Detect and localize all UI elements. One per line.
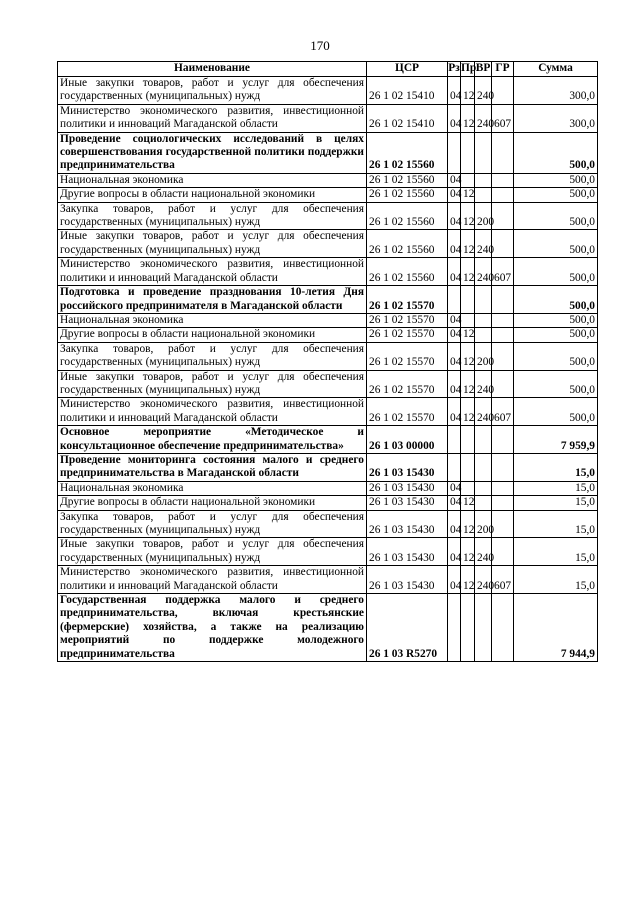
cell-name: Другие вопросы в области национальной экономики [58, 328, 367, 342]
table-header-row [58, 62, 598, 77]
cell-gr [492, 538, 514, 566]
header-pr: Пр [461, 62, 475, 77]
cell-gr: 607 [492, 104, 514, 132]
cell-sum: 300,0 [514, 104, 598, 132]
cell-pr: 12 [461, 566, 475, 594]
cell-vr [475, 328, 492, 342]
cell-sum: 15,0 [514, 453, 598, 481]
cell-vr [475, 426, 492, 454]
header-csr: ЦСР [367, 62, 448, 77]
cell-csr: 26 1 02 15560 [367, 173, 448, 187]
cell-name: Государственная поддержка малого и среднего предпринимательства, включая крестьянские (фермерские) хозяйства, а также на реализацию мероприятий по поддержке молодежного предпринимательства [58, 594, 367, 662]
cell-gr [492, 77, 514, 105]
header-sum: Сумма [514, 62, 598, 77]
table-row [58, 496, 598, 510]
cell-gr [492, 328, 514, 342]
cell-gr: 607 [492, 566, 514, 594]
cell-vr: 240 [475, 538, 492, 566]
cell-sum: 500,0 [514, 313, 598, 327]
cell-sum: 500,0 [514, 173, 598, 187]
cell-csr: 26 1 02 15570 [367, 286, 448, 314]
table-row [58, 258, 598, 286]
cell-name: Другие вопросы в области национальной экономики [58, 496, 367, 510]
table-row [58, 538, 598, 566]
cell-gr [492, 510, 514, 538]
table-row [58, 328, 598, 342]
cell-vr: 200 [475, 202, 492, 230]
cell-name: Закупка товаров, работ и услуг для обеспечения государственных (муниципальных) нужд [58, 202, 367, 230]
cell-csr: 26 1 03 R5270 [367, 594, 448, 662]
cell-rz [448, 132, 461, 173]
cell-sum: 500,0 [514, 258, 598, 286]
cell-gr [492, 286, 514, 314]
cell-vr [475, 286, 492, 314]
cell-csr: 26 1 03 15430 [367, 538, 448, 566]
cell-pr [461, 453, 475, 481]
cell-sum: 7 944,9 [514, 594, 598, 662]
header-name: Наименование [58, 62, 367, 77]
cell-gr [492, 132, 514, 173]
cell-csr: 26 1 03 15430 [367, 510, 448, 538]
cell-vr: 240 [475, 258, 492, 286]
cell-name: Иные закупки товаров, работ и услуг для обеспечения государственных (муниципальных) нужд [58, 230, 367, 258]
cell-name: Иные закупки товаров, работ и услуг для обеспечения государственных (муниципальных) нужд [58, 77, 367, 105]
cell-gr: 607 [492, 258, 514, 286]
cell-gr [492, 173, 514, 187]
cell-vr: 240 [475, 104, 492, 132]
cell-sum: 500,0 [514, 286, 598, 314]
table-row [58, 370, 598, 398]
cell-name: Министерство экономического развития, инвестиционной политики и инноваций Магаданской области [58, 398, 367, 426]
cell-name: Другие вопросы в области национальной экономики [58, 188, 367, 202]
cell-csr: 26 1 03 15430 [367, 496, 448, 510]
cell-rz [448, 594, 461, 662]
table-row [58, 313, 598, 327]
cell-pr [461, 173, 475, 187]
cell-rz: 04 [448, 77, 461, 105]
cell-name: Министерство экономического развития, инвестиционной политики и инноваций Магаданской области [58, 104, 367, 132]
cell-gr [492, 313, 514, 327]
header-rz: Рз [448, 62, 461, 77]
cell-pr [461, 594, 475, 662]
cell-rz [448, 426, 461, 454]
table-body [58, 77, 598, 662]
cell-csr: 26 1 02 15570 [367, 328, 448, 342]
cell-name: Подготовка и проведение празднования 10-летия Дня российского предпринимателя в Магаданской области [58, 286, 367, 314]
cell-rz: 04 [448, 188, 461, 202]
cell-pr [461, 286, 475, 314]
cell-vr [475, 132, 492, 173]
cell-rz: 04 [448, 173, 461, 187]
cell-name: Иные закупки товаров, работ и услуг для обеспечения государственных (муниципальных) нужд [58, 370, 367, 398]
cell-vr [475, 173, 492, 187]
cell-vr [475, 188, 492, 202]
cell-rz: 04 [448, 104, 461, 132]
cell-rz [448, 453, 461, 481]
table-row [58, 202, 598, 230]
table-row [58, 77, 598, 105]
cell-rz: 04 [448, 342, 461, 370]
cell-name: Национальная экономика [58, 481, 367, 495]
cell-rz: 04 [448, 313, 461, 327]
cell-sum: 15,0 [514, 496, 598, 510]
cell-sum: 500,0 [514, 188, 598, 202]
cell-rz: 04 [448, 398, 461, 426]
table-row [58, 286, 598, 314]
cell-rz: 04 [448, 510, 461, 538]
table-row [58, 230, 598, 258]
cell-gr [492, 370, 514, 398]
table-row [58, 398, 598, 426]
cell-pr [461, 313, 475, 327]
table-row [58, 510, 598, 538]
cell-name: Закупка товаров, работ и услуг для обеспечения государственных (муниципальных) нужд [58, 342, 367, 370]
cell-csr: 26 1 02 15570 [367, 370, 448, 398]
cell-gr [492, 202, 514, 230]
cell-sum: 500,0 [514, 230, 598, 258]
cell-pr: 12 [461, 202, 475, 230]
cell-pr: 12 [461, 510, 475, 538]
table-row [58, 453, 598, 481]
cell-pr: 12 [461, 538, 475, 566]
cell-csr: 26 1 02 15570 [367, 398, 448, 426]
cell-sum: 300,0 [514, 77, 598, 105]
cell-sum: 7 959,9 [514, 426, 598, 454]
cell-csr: 26 1 02 15570 [367, 342, 448, 370]
cell-vr: 240 [475, 566, 492, 594]
cell-pr [461, 426, 475, 454]
cell-vr: 240 [475, 77, 492, 105]
cell-name: Национальная экономика [58, 173, 367, 187]
header-vr: ВР [475, 62, 492, 77]
cell-gr [492, 594, 514, 662]
cell-rz [448, 286, 461, 314]
cell-pr: 12 [461, 258, 475, 286]
cell-rz: 04 [448, 538, 461, 566]
cell-csr: 26 1 02 15560 [367, 258, 448, 286]
cell-csr: 26 1 03 15430 [367, 453, 448, 481]
cell-gr [492, 188, 514, 202]
cell-pr [461, 132, 475, 173]
table-row [58, 481, 598, 495]
cell-vr [475, 594, 492, 662]
cell-pr: 12 [461, 104, 475, 132]
cell-rz: 04 [448, 370, 461, 398]
cell-vr: 200 [475, 510, 492, 538]
cell-sum: 15,0 [514, 510, 598, 538]
cell-csr: 26 1 03 15430 [367, 481, 448, 495]
table-row [58, 594, 598, 662]
cell-rz: 04 [448, 481, 461, 495]
cell-sum: 500,0 [514, 328, 598, 342]
cell-name: Основное мероприятие «Методическое и консультационное обеспечение предпринимательства» [58, 426, 367, 454]
cell-gr: 607 [492, 398, 514, 426]
cell-vr [475, 481, 492, 495]
cell-vr [475, 313, 492, 327]
table-row [58, 426, 598, 454]
table-row [58, 188, 598, 202]
cell-name: Иные закупки товаров, работ и услуг для обеспечения государственных (муниципальных) нужд [58, 538, 367, 566]
cell-pr: 12 [461, 398, 475, 426]
cell-pr: 12 [461, 188, 475, 202]
cell-csr: 26 1 02 15410 [367, 104, 448, 132]
cell-csr: 26 1 03 00000 [367, 426, 448, 454]
cell-pr: 12 [461, 342, 475, 370]
page-number: 170 [310, 38, 330, 53]
cell-gr [492, 496, 514, 510]
cell-rz: 04 [448, 230, 461, 258]
cell-gr [492, 230, 514, 258]
cell-name: Проведение социологических исследований в целях совершенствования государственной политики поддержки предпринимательства [58, 132, 367, 173]
cell-vr: 240 [475, 370, 492, 398]
cell-sum: 500,0 [514, 342, 598, 370]
budget-table [57, 61, 598, 662]
table-row [58, 104, 598, 132]
cell-pr [461, 481, 475, 495]
cell-vr: 240 [475, 398, 492, 426]
cell-pr: 12 [461, 230, 475, 258]
cell-sum: 500,0 [514, 132, 598, 173]
cell-vr: 200 [475, 342, 492, 370]
cell-pr: 12 [461, 77, 475, 105]
cell-name: Проведение мониторинга состояния малого и среднего предпринимательства в Магаданской области [58, 453, 367, 481]
table-row [58, 342, 598, 370]
cell-sum: 15,0 [514, 538, 598, 566]
cell-gr [492, 426, 514, 454]
cell-sum: 500,0 [514, 398, 598, 426]
cell-pr: 12 [461, 328, 475, 342]
cell-gr [492, 481, 514, 495]
cell-vr [475, 496, 492, 510]
cell-csr: 26 1 02 15560 [367, 230, 448, 258]
cell-pr: 12 [461, 496, 475, 510]
table-row [58, 173, 598, 187]
cell-sum: 500,0 [514, 202, 598, 230]
cell-gr [492, 342, 514, 370]
cell-name: Закупка товаров, работ и услуг для обеспечения государственных (муниципальных) нужд [58, 510, 367, 538]
cell-name: Министерство экономического развития, инвестиционной политики и инноваций Магаданской области [58, 566, 367, 594]
cell-csr: 26 1 02 15560 [367, 188, 448, 202]
cell-csr: 26 1 02 15570 [367, 313, 448, 327]
cell-csr: 26 1 03 15430 [367, 566, 448, 594]
header-gr: ГР [492, 62, 514, 77]
cell-name: Министерство экономического развития, инвестиционной политики и инноваций Магаданской области [58, 258, 367, 286]
cell-sum: 15,0 [514, 566, 598, 594]
cell-rz: 04 [448, 566, 461, 594]
cell-gr [492, 453, 514, 481]
table-row [58, 566, 598, 594]
cell-pr: 12 [461, 370, 475, 398]
cell-csr: 26 1 02 15560 [367, 132, 448, 173]
cell-csr: 26 1 02 15560 [367, 202, 448, 230]
cell-rz: 04 [448, 496, 461, 510]
cell-name: Национальная экономика [58, 313, 367, 327]
cell-sum: 15,0 [514, 481, 598, 495]
cell-csr: 26 1 02 15410 [367, 77, 448, 105]
cell-rz: 04 [448, 328, 461, 342]
cell-vr: 240 [475, 230, 492, 258]
cell-rz: 04 [448, 258, 461, 286]
table-row [58, 132, 598, 173]
cell-sum: 500,0 [514, 370, 598, 398]
cell-rz: 04 [448, 202, 461, 230]
cell-vr [475, 453, 492, 481]
